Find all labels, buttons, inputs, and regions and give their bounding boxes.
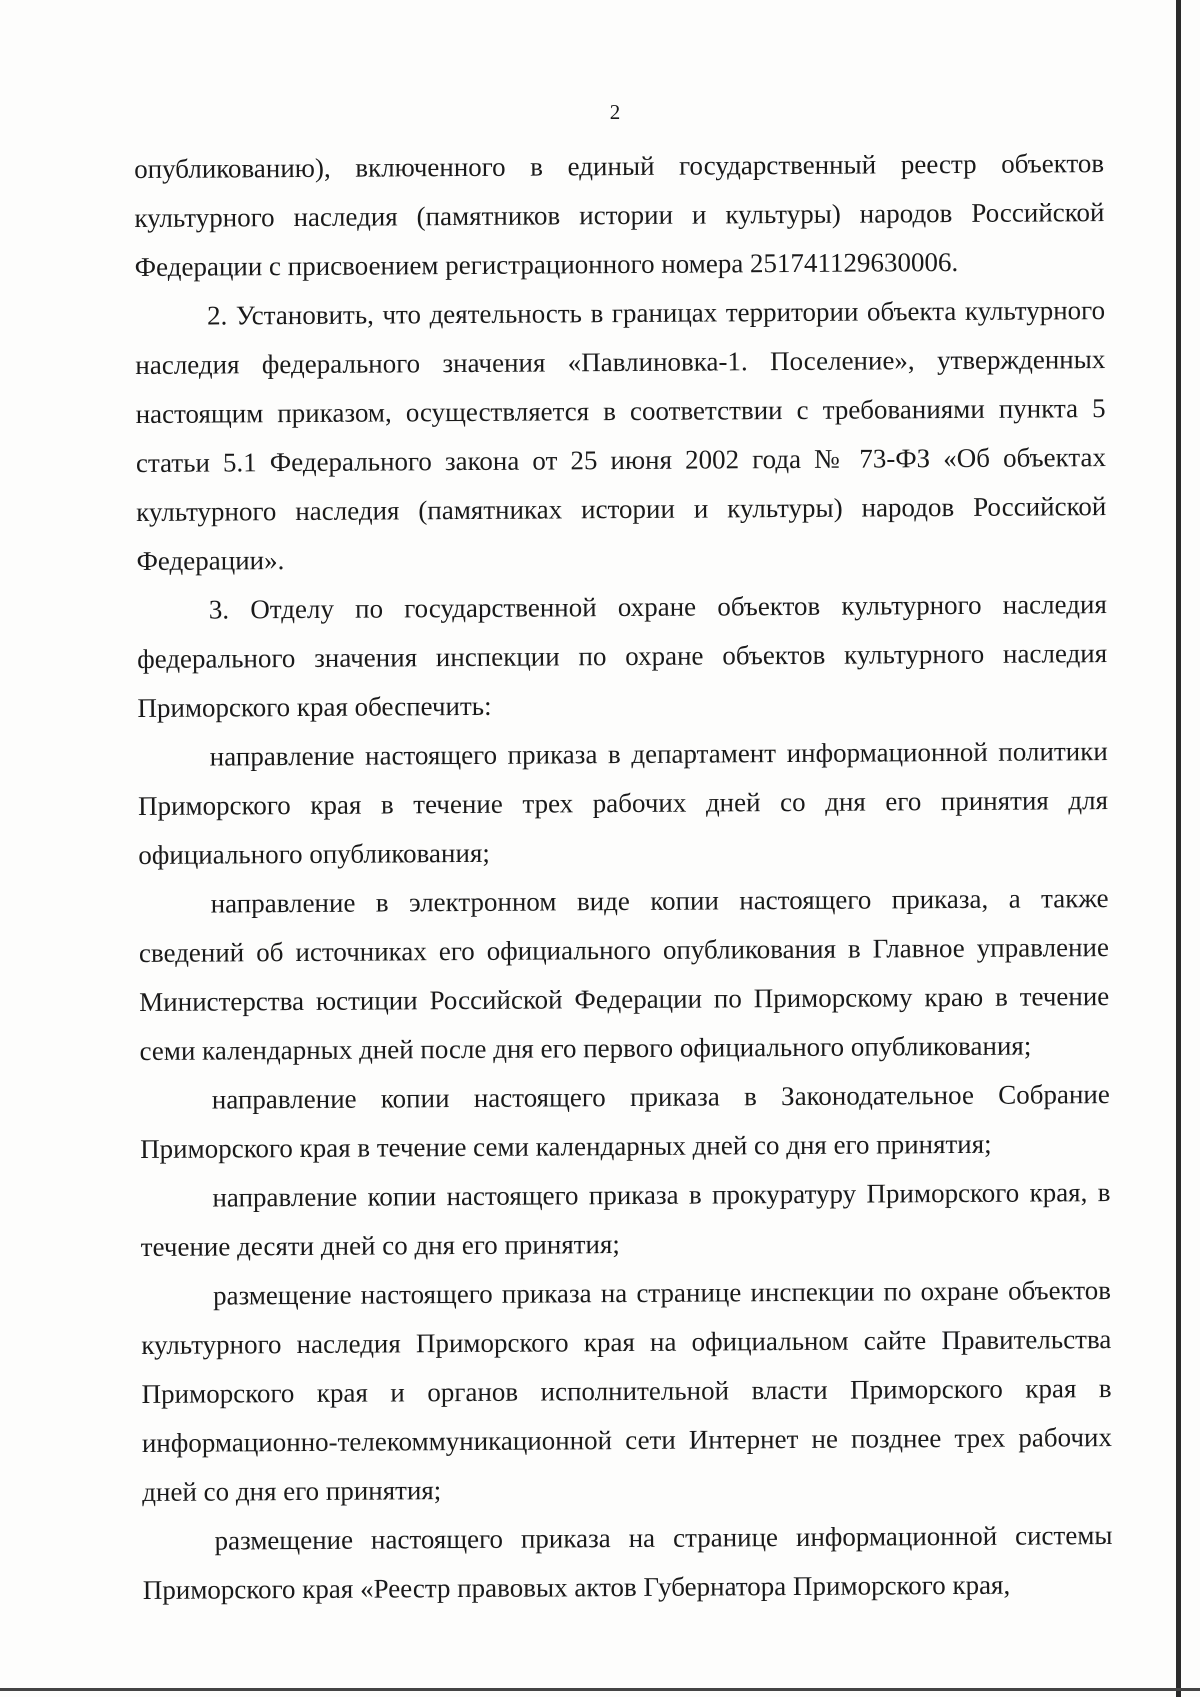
page-number: 2 — [609, 100, 621, 124]
paragraph-subitem-info-policy: направление настоящего приказа в департамент информационной политики Приморского края в течение трех рабочих дней со дня его принятия для официального опубликования; — [137, 736, 1109, 870]
paragraph-subitem-registry: размещение настоящего приказа на странице информационной системы Приморского края «Реестр правовых актов Губернатора Приморского края, — [142, 1520, 1113, 1605]
document-body — [134, 139, 1113, 1615]
paragraph-subitem-website: размещение настоящего приказа на странице инспекции по охране объектов культурного наследия Приморского края на официальном сайте Правительства Приморского края и органов исполнительной власти Приморского края в информационно-телекоммуникационной сети Интернет не позднее трех рабочих дней со дня его принятия; — [141, 1275, 1113, 1507]
paragraph-subitem-prosecutor: направление копии настоящего приказа в прокуратуру Приморского края, в течение десяти дней со дня его принятия; — [140, 1177, 1111, 1262]
scan-edge-right — [1176, 0, 1181, 1697]
paragraph-subitem-justice-ministry: направление в электронном виде копии настоящего приказа, а также сведений об источниках его официального опубликования в Главное управление Министерства юстиции Российской Федерации по Приморскому краю в течение семи календарных дней после дня его первого официального опубликования; — [138, 883, 1110, 1066]
paragraph-continuation: опубликованию), включенного в единый государственный реестр объектов культурного наследия (памятников истории и культуры) народов Российской Федерации с присвоением регистрационного номера 251741129630006. — [134, 148, 1105, 282]
scan-edge-bottom — [0, 1688, 1200, 1691]
paragraph-subitem-legislative-assembly: направление копии настоящего приказа в Законодательное Собрание Приморского края в течение семи календарных дней со дня его принятия; — [140, 1079, 1110, 1164]
paragraph-item-3: 3. Отделу по государственной охране объектов культурного наследия федерального значения инспекции по охране объектов культурного наследия Приморского края обеспечить: — [137, 589, 1108, 723]
paragraph-item-2: 2. Установить, что деятельность в границах территории объекта культурного наследия федерального значения «Павлиновка-1. Поселение», утвержденных настоящим приказом, осуществляется в соответствии с требованиями пункта 5 статьи 5.1 Федерального закона от 25 июня 2002 года № 73-ФЗ «Об объектах культурного наследия (памятниках истории и культуры) народов Российской Федерации». — [135, 295, 1107, 576]
